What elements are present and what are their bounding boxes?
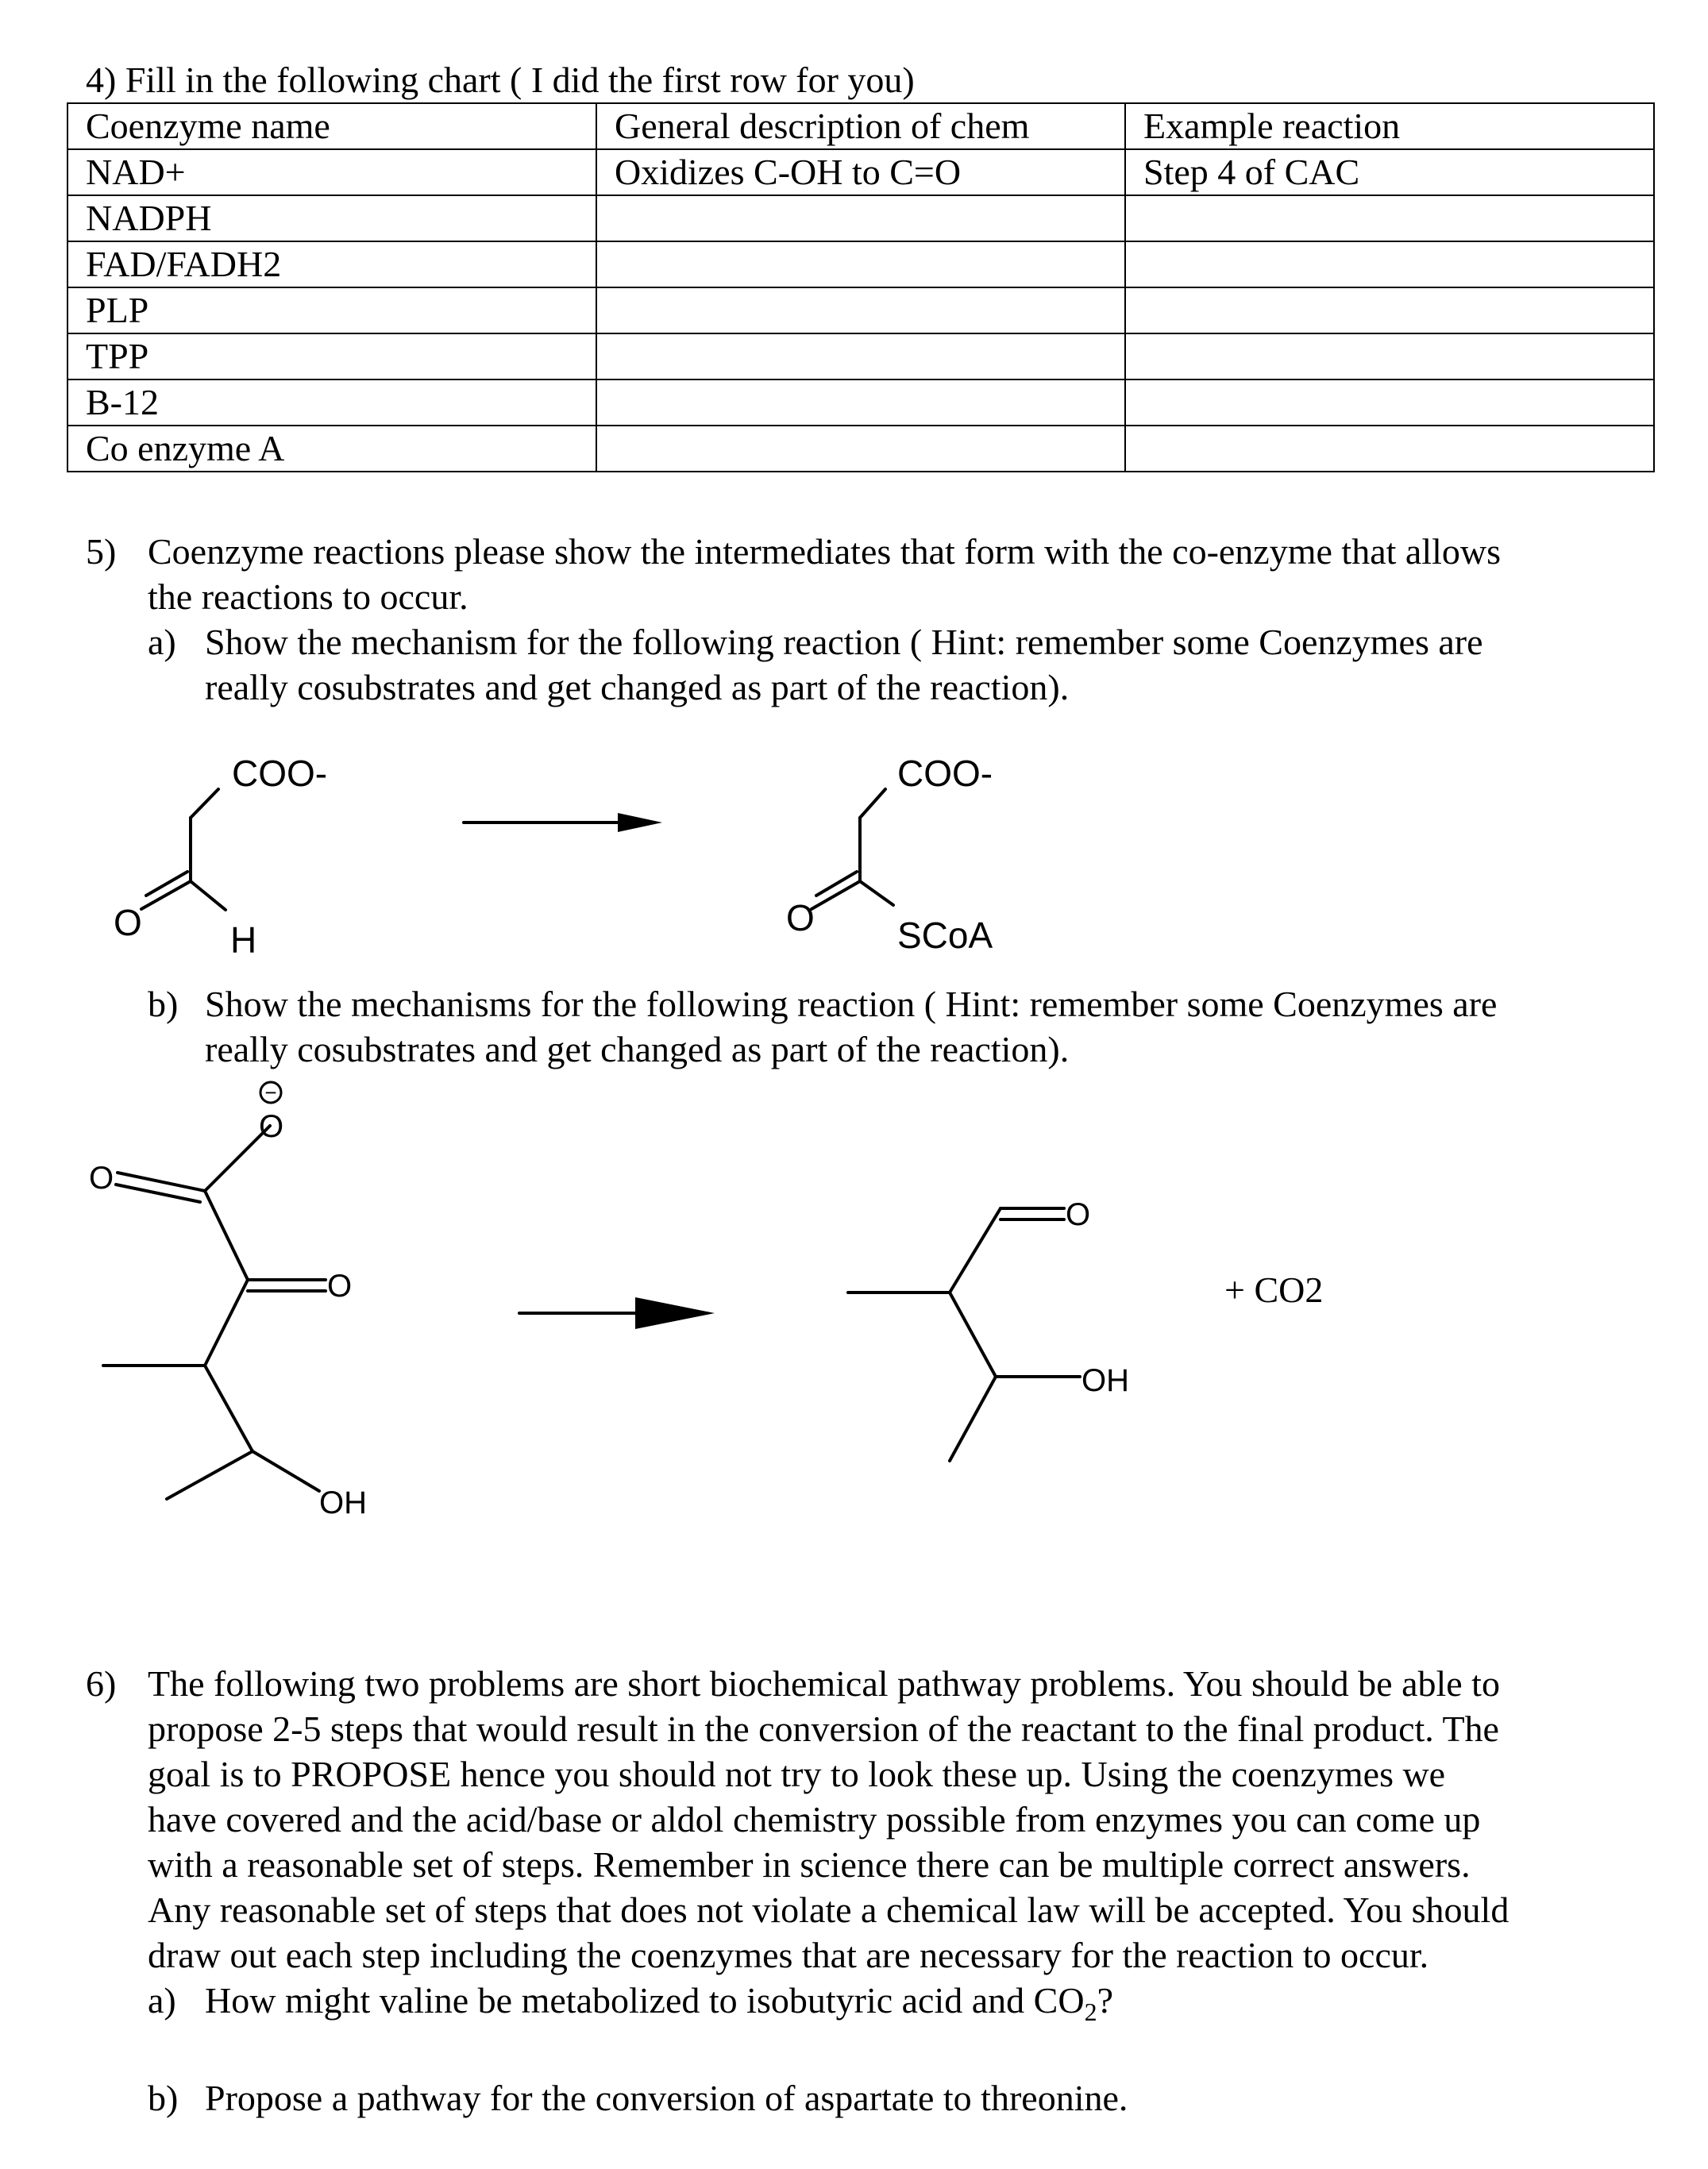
q6-text-line: with a reasonable set of steps. Remember in science there can be multiple correct answers. xyxy=(148,1844,1471,1885)
chart-header-cell: Coenzyme name xyxy=(67,103,596,149)
q4-heading: 4) Fill in the following chart ( I did the first row for you) xyxy=(86,60,915,100)
bond xyxy=(950,1208,1001,1293)
chart-header-cell: Example reaction xyxy=(1125,103,1654,149)
bond xyxy=(205,1366,253,1451)
bond xyxy=(146,872,187,896)
q5a-label: a) xyxy=(148,622,176,662)
q6-text-line: propose 2-5 steps that would result in the conversion of the reactant to the final product. The xyxy=(148,1709,1499,1749)
q6-text-line: The following two problems are short biochemical pathway problems. You should be able to xyxy=(148,1663,1500,1704)
atom-label: O xyxy=(327,1269,353,1304)
q6-text-line: goal is to PROPOSE hence you should not try to look these up. Using the coenzymes we xyxy=(148,1754,1446,1794)
table-cell: B-12 xyxy=(67,379,596,426)
bond xyxy=(950,1377,996,1461)
reaction-arrow-head xyxy=(635,1297,715,1329)
q6a-subscript: 2 xyxy=(1084,1998,1097,2027)
atom-label: COO- xyxy=(232,753,328,794)
table-cell: PLP xyxy=(67,287,596,333)
byproduct-label: + CO2 xyxy=(1224,1269,1324,1310)
q5b-text-line: really cosubstrates and get changed as part of the reaction). xyxy=(205,1029,1070,1069)
atom-label: SCoA xyxy=(897,915,993,956)
bond xyxy=(950,1293,996,1377)
atom-label: O xyxy=(89,1161,114,1196)
q5-number: 5) xyxy=(86,531,117,572)
q5a-text-line: Show the mechanism for the following reaction ( Hint: remember some Coenzymes are xyxy=(205,622,1483,662)
table-cell: NADPH xyxy=(67,195,596,241)
atom-label: OH xyxy=(319,1485,367,1520)
reaction-arrow-head xyxy=(618,813,662,832)
q5-text-line: the reactions to occur. xyxy=(148,576,468,617)
q5b-text-line: Show the mechanisms for the following reaction ( Hint: remember some Coenzymes are xyxy=(205,984,1498,1024)
atom-label: O xyxy=(114,902,142,943)
bond xyxy=(860,881,893,905)
atom-label: O xyxy=(1066,1197,1091,1232)
bond xyxy=(205,1280,248,1366)
q6-text-line: draw out each step including the coenzymes that are necessary for the reaction to occur. xyxy=(148,1935,1429,1975)
table-cell: Step 4 of CAC xyxy=(1125,149,1654,195)
table-cell: Oxidizes C-OH to C=O xyxy=(596,149,1125,195)
atom-label: O xyxy=(786,897,815,938)
q5b-label: b) xyxy=(148,984,179,1024)
q6a-text-main: How might valine be metabolized to isobutyric acid and CO xyxy=(205,1980,1085,2021)
bond xyxy=(860,789,885,818)
q5-text-line: Coenzyme reactions please show the intermediates that form with the co-enzyme that allows xyxy=(148,531,1501,572)
q6a-label: a) xyxy=(148,1980,176,2021)
bond xyxy=(191,881,226,910)
bond xyxy=(816,872,857,896)
table-cell: NAD+ xyxy=(67,149,596,195)
atom-label: OH xyxy=(1081,1363,1129,1398)
q5a-text-line: really cosubstrates and get changed as part of the reaction). xyxy=(205,667,1070,707)
bond xyxy=(253,1451,319,1491)
q6-text-line: Any reasonable set of steps that does not violate a chemical law will be accepted. You should xyxy=(148,1890,1509,1930)
atom-label: H xyxy=(230,919,257,961)
chart-header-cell: General description of chem xyxy=(596,103,1125,149)
q6-text-line: have covered and the acid/base or aldol chemistry possible from enzymes you can come up xyxy=(148,1799,1481,1840)
q6b-label: b) xyxy=(148,2078,179,2118)
bond xyxy=(191,789,218,818)
table-cell: Co enzyme A xyxy=(67,426,596,472)
q6a-text-end: ? xyxy=(1097,1980,1113,2021)
table-cell: TPP xyxy=(67,333,596,379)
bond xyxy=(167,1451,253,1499)
q6a-text xyxy=(205,1978,1113,2035)
atom-label: O xyxy=(259,1109,284,1144)
q6-number: 6) xyxy=(86,1663,117,1704)
q6b-text: Propose a pathway for the conversion of aspartate to threonine. xyxy=(205,2078,1128,2118)
table-cell: FAD/FADH2 xyxy=(67,241,596,287)
atom-label: COO- xyxy=(897,753,993,794)
charge-label: − xyxy=(264,1081,277,1104)
bond xyxy=(205,1191,248,1280)
